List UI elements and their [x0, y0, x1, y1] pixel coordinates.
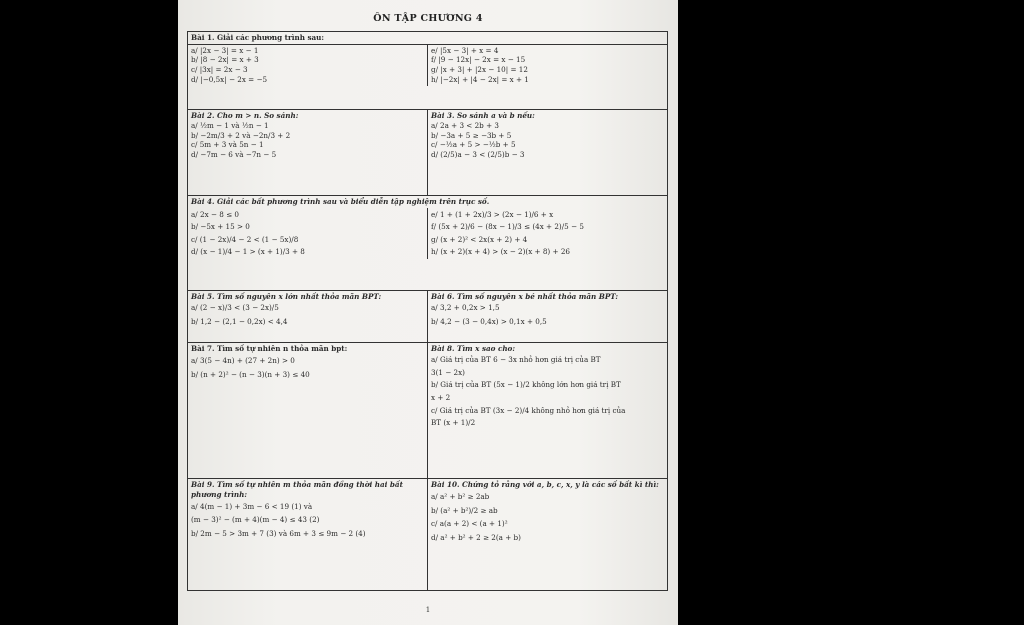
bai5-title: Bài 5. Tìm số nguyên x lớn nhất thỏa mãn BPT: — [191, 291, 382, 301]
bai7-item: b/ (n + 2)² − (n − 3)(n + 3) ≤ 40 — [191, 369, 310, 379]
bai1-item: b/ |8 − 2x| = x + 3 — [191, 55, 259, 65]
bai1-item: h/ |−2x| + |4 − 2x| = x + 1 — [431, 74, 529, 84]
bai1-item: e/ |5x − 3| + x = 4 — [431, 45, 499, 55]
bai1-item: g/ |x + 3| + |2x − 10| = 12 — [431, 65, 528, 75]
bai2-cell — [188, 110, 428, 196]
bai10-cell — [428, 479, 668, 591]
bai1-item: c/ |3x| = 2x − 3 — [191, 65, 248, 75]
bai5-item: b/ 1,2 − (2,1 − 0,2x) < 4,4 — [191, 317, 288, 327]
bai5-item: a/ (2 − x)/3 < (3 − 2x)/5 — [191, 303, 279, 313]
bai3-item: b/ −3a + 5 ≥ −3b + 5 — [431, 130, 512, 140]
bai7-item: a/ 3(5 − 4n) + (27 + 2n) > 0 — [191, 356, 295, 366]
bai1-cell — [188, 32, 668, 110]
bai2-item: c/ 5m + 3 và 5n − 1 — [191, 140, 264, 150]
bai8-item: a/ Giá trị của BT 6 − 3x nhỏ hơn giá trị của BT — [431, 355, 601, 365]
bai9-item: b/ 2m − 5 > 3m + 7 (3) và 6m + 3 ≤ 9m − 2 (4) — [191, 529, 366, 539]
bai10-title: Bài 10. Chứng tỏ rằng với a, b, c, x, y là các số bất kì thì: — [431, 480, 659, 490]
bai6-item: a/ 3,2 + 0,2x > 1,5 — [431, 303, 500, 313]
bai4-item: h/ (x + 2)(x + 4) > (x − 2)(x + 8) + 26 — [431, 246, 570, 256]
bai8-item: 3(1 − 2x) — [431, 367, 465, 377]
bai9-item: a/ 4(m − 1) + 3m − 6 < 19 (1) và — [191, 501, 313, 511]
bai3-item: d/ (2/5)a − 3 < (2/5)b − 3 — [431, 149, 525, 159]
bai8-cell — [428, 343, 668, 479]
bai2-item: d/ −7m − 6 và −7n − 5 — [191, 149, 277, 159]
bai5-cell — [188, 290, 428, 343]
bai6-title: Bài 6. Tìm số nguyên x bé nhất thỏa mãn BPT: — [431, 291, 618, 301]
bai3-item: c/ −½a + 5 > −½b + 5 — [431, 140, 516, 150]
bai4-title: Bài 4. Giải các bất phương trình sau và biểu diễn tập nghiệm trên trục số. — [191, 197, 490, 207]
bai4-item: e/ 1 + (1 + 2x)/3 > (2x − 1)/6 + x — [431, 210, 554, 220]
page-title: ÔN TẬP CHƯƠNG 4 — [373, 13, 483, 24]
bai8-item: b/ Giá trị của BT (5x − 1)/2 không lớn hơn giá trị BT — [431, 380, 621, 390]
bai4-item: c/ (1 − 2x)/4 − 2 < (1 − 5x)/8 — [191, 234, 299, 244]
bai10-item: a/ a² + b² ≥ 2ab — [431, 492, 490, 502]
bai7-cell — [188, 343, 428, 479]
bai4-item: d/ (x − 1)/4 − 1 > (x + 1)/3 + 8 — [191, 246, 305, 256]
bai1-title: Bài 1. Giải các phương trình sau: — [188, 32, 667, 45]
bai9-item: (m − 3)² − (m + 4)(m − 4) ≤ 43 (2) — [191, 515, 320, 525]
bai4-item: g/ (x + 2)² < 2x(x + 2) + 4 — [431, 234, 528, 244]
bai10-item: d/ a² + b² + 2 ≥ 2(a + b) — [431, 533, 521, 543]
bai2-item: b/ −2m/3 + 2 và −2n/3 + 2 — [191, 130, 291, 140]
bai2-title: Bài 2. Cho m > n. So sánh: — [191, 111, 299, 121]
worksheet-page — [178, 0, 678, 625]
bai4-item: a/ 2x − 8 ≤ 0 — [191, 210, 239, 220]
bai6-item: b/ 4,2 − (3 − 0,4x) > 0,1x + 0,5 — [431, 317, 547, 327]
exercise-table — [187, 31, 668, 591]
bai4-item: f/ (5x + 2)/6 − (8x − 1)/3 ≤ (4x + 2)/5 − 5 — [431, 222, 584, 232]
bai6-cell — [428, 290, 668, 343]
bai9-cell — [188, 479, 428, 591]
bai8-title: Bài 8. Tìm x sao cho: — [431, 344, 515, 354]
bai8-item: x + 2 — [431, 392, 451, 402]
bai3-item: a/ 2a + 3 < 2b + 3 — [431, 120, 499, 130]
bai1-item: d/ |−0,5x| − 2x = −5 — [191, 74, 268, 84]
bai10-item: c/ a(a + 2) < (a + 1)² — [431, 519, 508, 529]
bai7-title: Bài 7. Tìm số tự nhiên n thỏa mãn bpt: — [191, 344, 348, 354]
bai8-item: BT (x + 1)/2 — [431, 418, 476, 428]
page-number: 1 — [425, 606, 431, 614]
bai3-title: Bài 3. So sánh a và b nếu: — [431, 111, 535, 121]
bai10-item: b/ (a² + b²)/2 ≥ ab — [431, 505, 498, 515]
bai4-item: b/ −5x + 15 > 0 — [191, 222, 250, 232]
bai1-item: a/ |2x − 3| = x − 1 — [191, 45, 259, 55]
bai1-item: f/ |9 − 12x| − 2x = x − 15 — [431, 55, 526, 65]
bai3-cell — [428, 110, 668, 196]
bai9-title: Bài 9. Tìm số tự nhiên m thỏa mãn đồng thời hai bất phương trình: — [191, 480, 403, 500]
bai8-item: c/ Giá trị của BT (3x − 2)/4 không nhỏ hơn giá trị của — [431, 405, 626, 415]
bai2-item: a/ ½m − 1 và ½n − 1 — [191, 120, 269, 130]
bai4-cell — [188, 196, 668, 290]
